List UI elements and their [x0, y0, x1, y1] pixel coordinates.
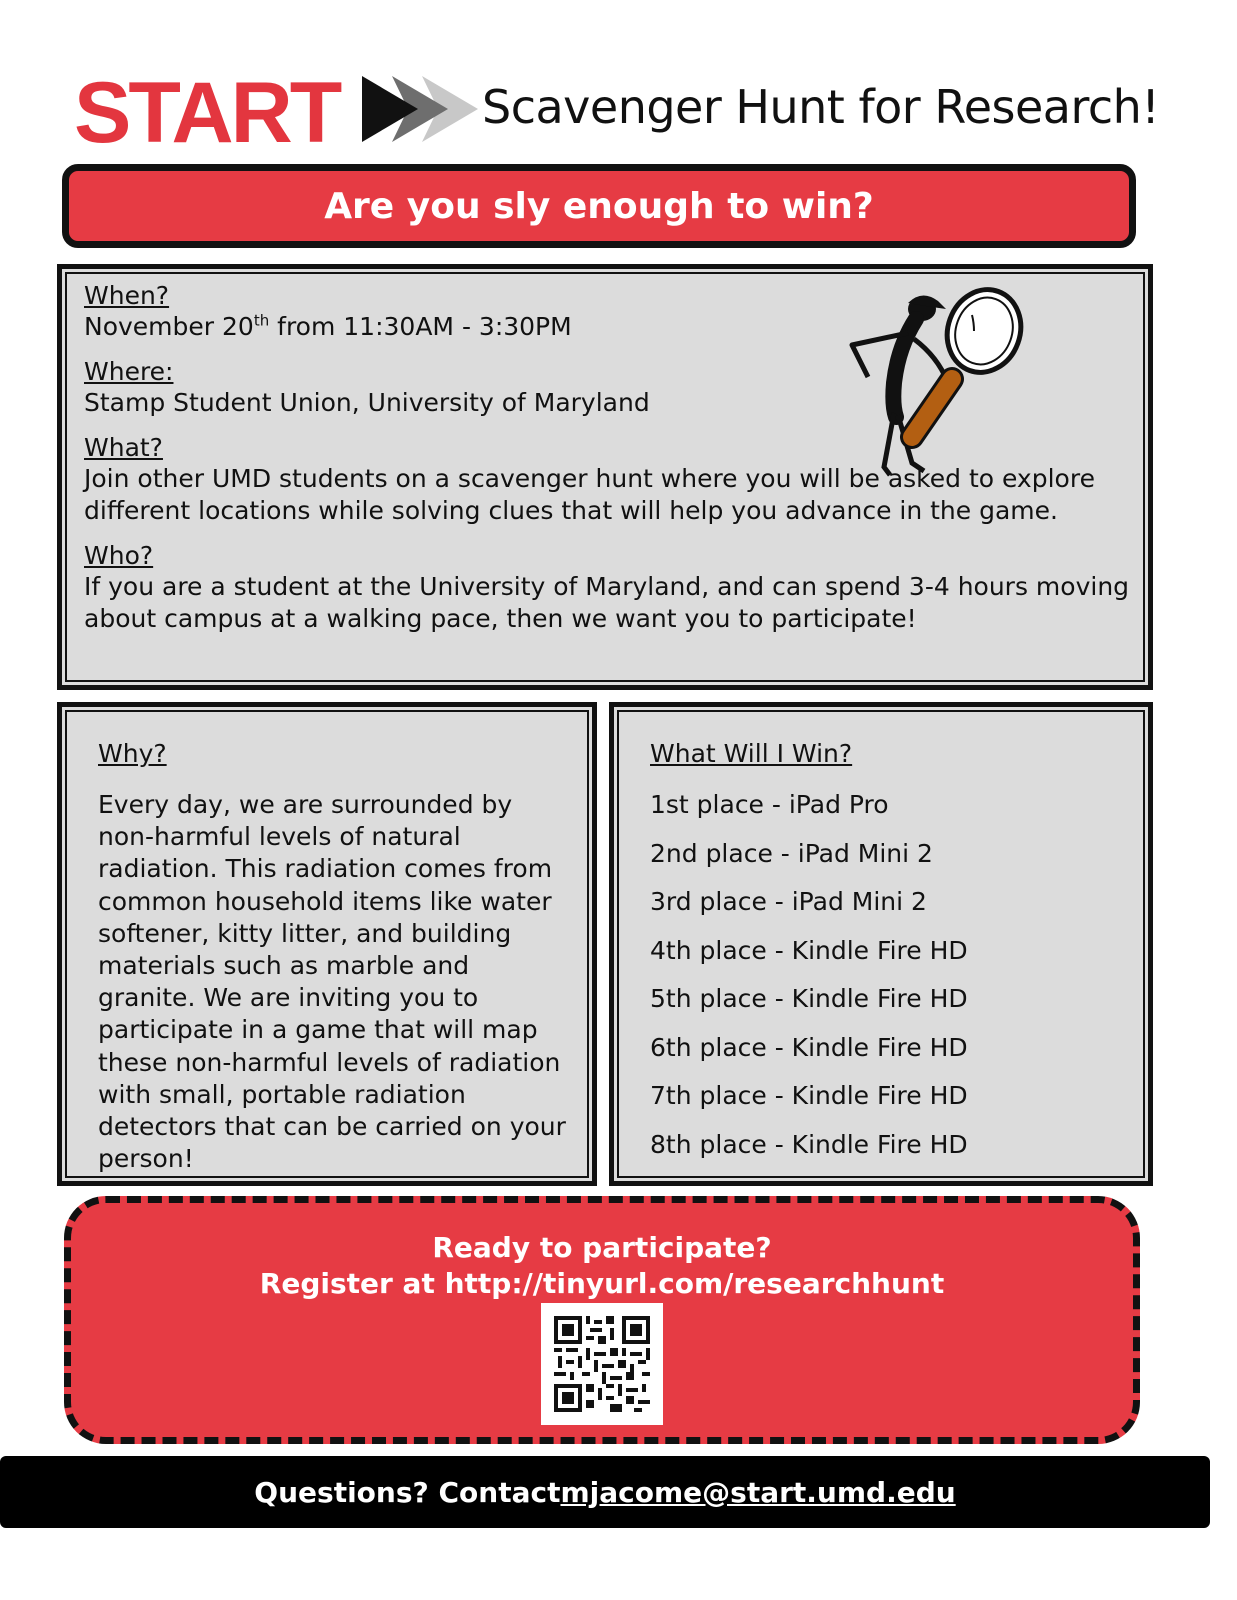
what-heading: What?: [84, 433, 163, 462]
contact-prefix: Questions? Contact: [254, 1475, 561, 1509]
prize-item: 4th place - Kindle Fire HD: [650, 935, 968, 965]
triple-chevron-arrow-icon: [360, 74, 480, 144]
prize-item: 2nd place - iPad Mini 2: [650, 838, 933, 868]
contact-footer: [0, 1456, 1210, 1528]
when-time: from 11:30AM - 3:30PM: [269, 312, 572, 341]
when-date: November 20: [84, 312, 254, 341]
what-text: Join other UMD students on a scavenger hunt where you will be asked to explore different locations while solving clues that will help you advance in the game.: [84, 464, 1095, 525]
event-info-panel: [57, 264, 1153, 690]
when-heading: When?: [84, 281, 170, 310]
headline-banner: [62, 164, 1136, 248]
start-logo: START: [74, 65, 340, 161]
why-heading: Why?: [98, 739, 167, 768]
banner-text: Are you sly enough to win?: [324, 185, 874, 227]
who-text: If you are a student at the University of Maryland, and can spend 3-4 hours moving about campus at a walking pace, then we want you to participate!: [84, 572, 1130, 633]
why-text: Every day, we are surrounded by non-harmful levels of natural radiation. This radiation comes from common household items like water softener, kitty litter, and building materials such as marble and granite. We are inviting you to participate in a game that will map these non-harmful levels of radiation with small, portable radiation detectors that can be carried on your person!: [98, 790, 566, 1174]
prize-item: 1st place - iPad Pro: [650, 790, 889, 819]
who-heading: Who?: [84, 541, 154, 570]
where-heading: Where:: [84, 357, 174, 386]
detective-magnifier-icon: [828, 287, 1028, 487]
prize-item: 6th place - Kindle Fire HD: [650, 1032, 968, 1062]
contact-email-link[interactable]: mjacome@start.umd.edu: [560, 1475, 956, 1509]
who-section: [84, 541, 1134, 635]
register-prompt: Ready to participate?: [432, 1231, 772, 1264]
why-panel: [57, 702, 597, 1186]
prizes-heading: What Will I Win?: [650, 739, 853, 768]
register-link[interactable]: Register at http://tinyurl.com/researchhunt: [259, 1267, 945, 1300]
prizes-panel: [609, 702, 1153, 1186]
register-box: [64, 1196, 1140, 1444]
prize-item: 7th place - Kindle Fire HD: [650, 1081, 968, 1110]
where-text: Stamp Student Union, University of Maryland: [84, 388, 650, 417]
prize-item: 8th place - Kindle Fire HD: [650, 1129, 968, 1159]
qr-code-icon[interactable]: [541, 1303, 663, 1425]
prize-item: 5th place - Kindle Fire HD: [650, 984, 968, 1013]
page-title: Scavenger Hunt for Research!: [482, 80, 1160, 134]
when-date-suffix: th: [253, 311, 270, 330]
prize-list: [650, 789, 968, 1177]
qr-code-graphic: [554, 1316, 650, 1412]
prize-item: 3rd place - iPad Mini 2: [650, 887, 927, 916]
